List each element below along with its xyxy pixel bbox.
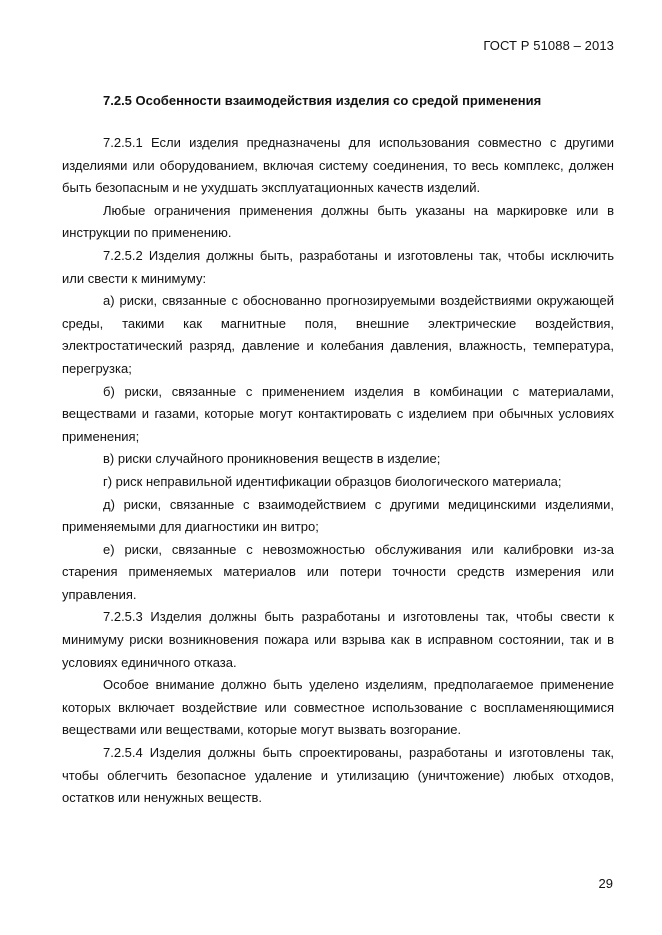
list-item-d: д) риски, связанные с взаимодействием с другими медицинскими изделиями, применяемыми для диагностики ин витро; [62,496,614,535]
paragraph-restrictions: Любые ограничения применения должны быть указаны на маркировке или в инструкции по применению. [62,202,614,241]
paragraph-special-attention: Особое внимание должно быть уделено изделиям, предполагаемое применение которых включает воздействие или совместное использование с воспламеняющимися веществами или веществами, которые могут вызвать возгорание. [62,677,614,738]
list-item-v: в) риски случайного проникновения веществ в изделие; [103,451,441,467]
paragraph-7-2-5-1: 7.2.5.1 Если изделия предназначены для использования совместно с другими изделиями или оборудованием, включая систему соединения, то весь комплекс, должен быть безопасным и не ухудшать эксплуатационных качеств изделий. [62,135,614,196]
paragraph-7-2-5-2: 7.2.5.2 Изделия должны быть, разработаны и изготовлены так, чтобы исключить или свести к минимуму: [62,247,614,286]
page-number: 29 [598,876,613,891]
list-item-a: а) риски, связанные с обоснованно прогнозируемыми воздействиями окружающей среды, такими как магнитные поля, внешние электрические воздействия, электростатический разряд, давление и колебания давления, влажность, температура, перегрузка; [62,293,614,376]
paragraph-7-2-5-4: 7.2.5.4 Изделия должны быть спроектированы, разработаны и изготовлены так, чтобы облегчить безопасное удаление и утилизацию (уничтожение) любых отходов, остатков или ненужных веществ. [62,745,614,806]
list-item-b: б) риски, связанные с применением изделия в комбинации с материалами, веществами и газами, которые могут контактировать с изделием при обычных условиях применения; [62,383,614,444]
list-item-e: е) риски, связанные с невозможностью обслуживания или калибровки из-за старения применяемых материалов или потери точности средств измерения или управления. [62,541,614,602]
list-item-g: г) риск неправильной идентификации образцов биологического материала; [103,473,562,489]
body-text [62,132,614,810]
paragraph-7-2-5-3: 7.2.5.3 Изделия должны быть разработаны и изготовлены так, чтобы свести к минимуму риски возникновения пожара или взрыва как в исправном состоянии, так и в условиях единичного отказа. [62,609,614,670]
document-code-header: ГОСТ Р 51088 – 2013 [483,38,614,53]
section-heading: 7.2.5 Особенности взаимодействия изделия со средой применения [103,93,542,108]
